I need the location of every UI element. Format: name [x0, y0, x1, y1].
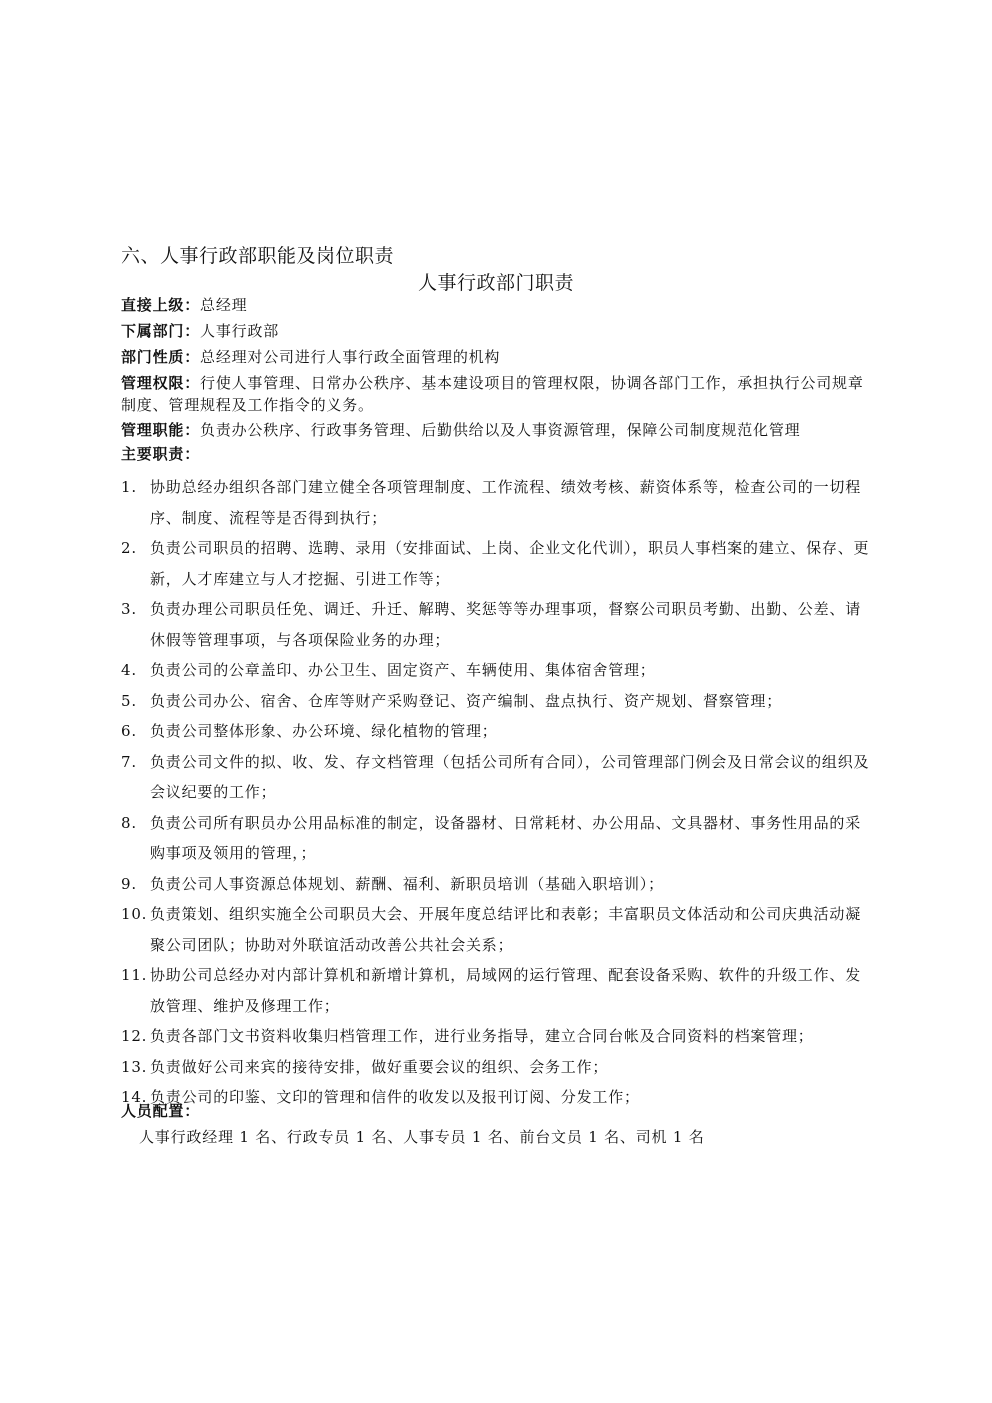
list-item-number: 8.: [121, 813, 137, 832]
list-item-number: 12.: [121, 1027, 148, 1045]
list-item: [121, 533, 873, 594]
field-superior: [121, 294, 873, 316]
field-duties: [121, 443, 873, 465]
list-item-text: 负责公司职员的招聘、选聘、录用（安排面试、上岗、企业文化代训），职员人事档案的建立、保存、更新，人才库建立与人才挖掘、引进工作等；: [150, 539, 870, 588]
list-item-number: 1.: [121, 478, 137, 496]
field-nature-label: 部门性质：: [121, 348, 201, 366]
field-nature: [121, 346, 873, 368]
field-authority-value: 行使人事管理、日常办公秩序、基本建设项目的管理权限，协调各部门工作，承担执行公司规章制度、管理规程及工作指令的义务。: [121, 374, 864, 414]
field-authority: [121, 372, 873, 416]
field-subordinate-value: 人事行政部: [200, 322, 280, 340]
list-item-text: 协助总经办组织各部门建立健全各项管理制度、工作流程、绩效考核、薪资体系等，检查公司的一切程序、制度、流程等是否得到执行；: [150, 478, 862, 527]
list-item-number: 4.: [121, 661, 137, 679]
list-item-number: 11.: [121, 966, 148, 984]
list-item-number: 6.: [121, 722, 137, 740]
list-item-text: 负责公司整体形象、办公环境、绿化植物的管理；: [150, 722, 498, 740]
list-item-text: 负责公司的印鉴、文印的管理和信件的收发以及报刊订阅、分发工作；: [150, 1088, 640, 1106]
list-item: [121, 1021, 873, 1052]
list-item-text: 负责公司人事资源总体规划、薪酬、福利、新职员培训（基础入职培训）；: [150, 874, 664, 893]
list-item-text: 协助公司总经办对内部计算机和新增计算机，局域网的运行管理、配套设备采购、软件的升级工作、发放管理、维护及修理工作；: [150, 966, 862, 1015]
list-item-number: 7.: [121, 752, 137, 771]
list-item-text: 负责策划、组织实施全公司职员大会、开展年度总结评比和表彰；丰富职员文体活动和公司庆典活动凝聚公司团队；协助对外联谊活动改善公共社会关系；: [150, 905, 862, 954]
list-item-text: 负责公司文件的拟、收、发、存文档管理（包括公司所有合同），公司管理部门例会及日常会议的组织及会议纪要的工作；: [150, 752, 870, 801]
list-item: [121, 716, 873, 747]
list-item: [121, 472, 873, 533]
field-function: [121, 419, 873, 441]
field-subordinate-label: 下属部门：: [121, 322, 201, 340]
list-item-text: 负责公司所有职员办公用品标准的制定，设备器材、日常耗材、办公用品、文具器材、事务性用品的采购事项及领用的管理，；: [150, 813, 862, 862]
field-duties-label: 主要职责：: [121, 445, 201, 463]
list-item-text: 负责办理公司职员任免、调迁、升迁、解聘、奖惩等等办理事项，督察公司职员考勤、出勤、公差、请休假等管理事项，与各项保险业务的办理；: [150, 600, 862, 649]
list-item-text: 负责公司办公、宿舍、仓库等财产采购登记、资产编制、盘点执行、资产规划、督察管理；: [150, 691, 783, 710]
list-item: [121, 960, 873, 1021]
field-function-value: 负责办公秩序、行政事务管理、后勤供给以及人事资源管理，保障公司制度规范化管理: [200, 421, 801, 439]
list-item: [121, 808, 873, 869]
section-heading: 六、人事行政部职能及岗位职责: [121, 245, 395, 267]
duties-list: [121, 472, 873, 1113]
list-item: [121, 1052, 873, 1083]
field-function-label: 管理职能：: [121, 421, 201, 439]
list-item-number: 13.: [121, 1057, 148, 1076]
document-title: 人事行政部门职责: [417, 272, 574, 294]
field-superior-value: 总经理: [200, 296, 248, 314]
list-item: [121, 594, 873, 655]
list-item-number: 10.: [121, 905, 148, 923]
field-superior-label: 直接上级：: [121, 296, 201, 314]
list-item-number: 3.: [121, 600, 137, 618]
list-item: [121, 655, 873, 686]
list-item: [121, 747, 873, 808]
list-item-number: 14.: [121, 1088, 148, 1106]
staffing-text: 人事行政经理 1 名、行政专员 1 名、人事专员 1 名、前台文员 1 名、司机 1 名: [139, 1128, 705, 1146]
field-subordinate: [121, 320, 873, 342]
list-item: [121, 1082, 873, 1113]
list-item-number: 9.: [121, 874, 137, 893]
field-nature-value: 总经理对公司进行人事行政全面管理的机构: [200, 348, 501, 366]
list-item-text: 负责做好公司来宾的接待安排，做好重要会议的组织、会务工作；: [150, 1057, 609, 1076]
staffing-label: 人员配置：: [121, 1102, 201, 1120]
list-item-text: 负责各部门文书资料收集归档管理工作，进行业务指导，建立合同台帐及合同资料的档案管理；: [150, 1027, 814, 1045]
list-item: [121, 869, 873, 900]
list-item: [121, 686, 873, 717]
list-item-text: 负责公司的公章盖印、办公卫生、固定资产、车辆使用、集体宿舍管理；: [150, 661, 656, 679]
list-item-number: 5.: [121, 691, 137, 710]
field-authority-label: 管理权限：: [121, 374, 201, 392]
list-item-number: 2.: [121, 539, 137, 557]
list-item: [121, 899, 873, 960]
